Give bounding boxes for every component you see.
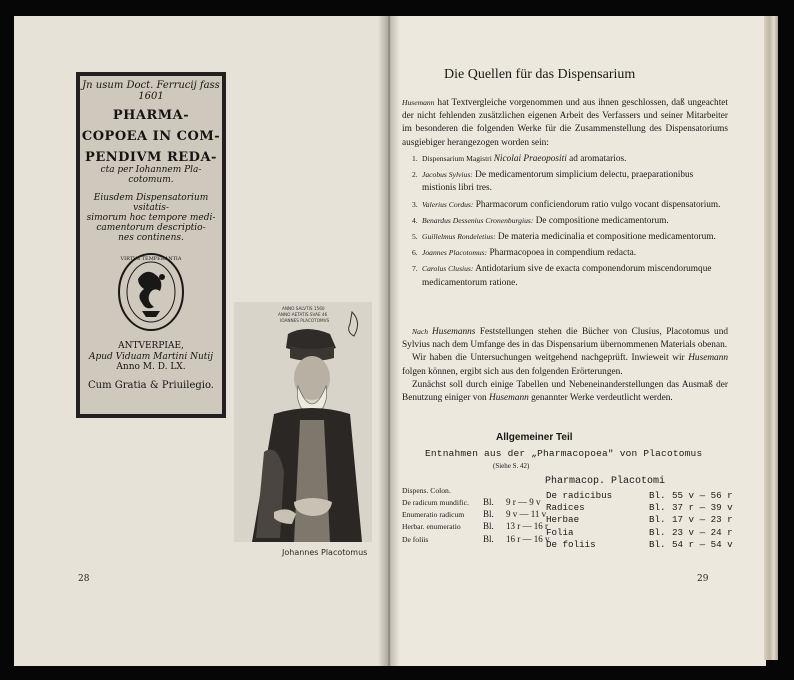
imprint-line: ANTVERPIAE, [118,341,184,351]
list-number: 2. [412,170,418,180]
table-cell: De radicum mundific. [402,498,469,507]
paragraph-text: Nach [412,327,433,336]
table-cell: Bl. [483,521,494,532]
list-item [402,214,728,228]
section-title: Allgemeiner Teil [496,432,573,443]
author-name: Husemann [402,98,435,107]
title-page-facsimile [76,72,226,418]
body-line: camentorum descriptio- [96,223,206,233]
page-heading: Die Quellen für das Dispensarium [444,67,636,82]
table-cell: Bl. [649,538,666,550]
list-number: 4. [412,215,418,225]
portrait-inscription: IOANNES PLACOTOMVS [280,318,330,323]
title-line: COPOEA IN COM- [81,129,221,144]
portrait-inscription: ANNO SALVTIS 1560 [282,306,325,311]
imprint-line: Apud Viduam Martini Nutij [88,352,214,362]
table-cell: Bl. [649,502,666,514]
page-number: 29 [697,574,709,584]
table-cell: 37 r — 39 v [672,502,733,514]
paragraph [402,352,728,378]
body-paragraphs [402,325,728,405]
table-cell: Bl. [649,490,666,501]
emblem-legend: VIRTVS TEMPERANTIA [120,256,182,262]
table-cell: 54 r — 54 v [672,538,733,550]
sources-list [402,152,728,292]
table-cell: 23 v — 24 r [672,526,733,538]
body-line: simorum hoc tempore medi- [86,213,216,223]
list-item [402,168,728,195]
author-name: Husemanns [432,327,476,337]
list-text: De compositione medicamentorum. [533,215,669,226]
table-header-right: Pharmacop. Placotomi [545,476,666,487]
paragraph-text: folgen können, ergibt sich aus den folgenden Erörterungen. [402,366,623,377]
handwritten-inscription: Jn usum Doct. Ferrucij fass 1601 [82,80,220,102]
list-author: Guillelmus Rondeletius: [422,232,496,242]
table-cell: Herbar. enumeratio [402,522,461,532]
table-cell: De radicibus [546,490,613,501]
list-author: Carolus Clusius: [422,264,474,274]
table-cell: Herbae [546,514,580,526]
list-number: 5. [412,232,418,242]
intro-paragraph [402,96,728,150]
table-cell: 55 v — 56 r [672,490,733,501]
portrait-inscription: ANNO AETATIS SVAE 46 [278,312,328,317]
paragraph-text: Zunächst soll durch einige Tabellen und Nebeneinanderstellungen das Ausmaß der Benutzung einiger von [402,379,728,404]
table-cell: 16 r — 16 v [506,533,550,544]
author-name: Husemann [688,353,728,364]
table-header-left: Dispens. Colon. [402,486,451,495]
table-cell: De foliis [402,534,429,544]
privilege-line: Cum Gratia & Priuilegio. [87,380,214,391]
list-text: De medicamentorum simplicium delectu, praeparationibus mistionis libri tres. [422,170,694,194]
table-cell: Enumeratio radicum [402,510,465,520]
list-item [402,262,728,289]
list-item [402,230,728,244]
list-text: De materia medicinalia et compositione medicamentorum. [495,232,716,243]
list-text: Dispensarium Magistri [422,154,494,163]
see-reference: (Siehe S. 42) [493,462,530,470]
table-cell: Bl. [649,526,666,538]
imprint-line: Anno M. D. LX. [116,362,186,372]
source-line: Entnahmen aus der „Pharmacopoea" von Placotomus [425,448,703,459]
paragraph [402,379,728,405]
table-cell: Radices [546,502,585,514]
printer-emblem-icon [116,251,186,333]
list-number: 1. [412,154,418,163]
book-gutter [378,16,400,666]
table-cell: 9 v — 11 v [506,509,547,520]
list-author: Joannes Placotomus: [422,248,488,258]
intro-text: hat Textvergleiche vorgenommen und aus ihnen geschlossen, daß ungeachtet der nicht fehlenden zusätzlichen eigenen Arbeit des Verfassers und seiner Mitarbeiter im besonderen die folgenden Werke für die Zusammenstellung des Dispensatoriums ausgiebiger herangezogen worden sein: [402,98,728,148]
table-cell: 13 r — 16 r [506,521,548,532]
list-text: Pharmacorum conficiendorum ratio vulgo vocant dispensatorium. [473,199,721,210]
table-cell: Bl. [483,509,494,520]
body-line: nes continens. [118,233,184,243]
page-number: 28 [78,574,90,584]
author-name: Husemann [489,393,529,404]
table-cell: De foliis [546,538,596,550]
list-author: Nicolai Praeopositi [493,154,567,164]
list-number: 3. [412,199,418,209]
list-number: 6. [412,248,418,258]
paragraph-text: genannter Werke verdeutlicht werden. [528,393,673,404]
list-text: Pharmacopoea in compendium redacta. [487,248,637,259]
title-line: PHARMA- [112,108,190,123]
list-author: Valerius Cordus: [422,199,474,209]
subtitle-line: cotomum. [128,175,174,185]
list-item [402,198,728,212]
paragraph-text: Feststellungen stehen die Bücher von Clusius, Placotomus und Sylvius nach dem Umfange des in das Dispensarium übernommenen Materials obenan. [402,327,728,351]
title-line: PENDIVM REDA- [85,150,217,165]
table-cell: 17 v — 23 r [672,514,733,526]
table-cell: Bl. [483,533,494,544]
list-text: Antidotarium sive de exacta componendorum miscendorumque medicamentorum ratione. [422,264,712,288]
table-cell: Folia [546,526,574,538]
table-cell: 9 r — 9 v [506,497,541,507]
portrait-engraving [234,302,372,542]
portrait-caption: Johannes Placotomus [282,548,368,557]
list-text: ad aromatarios. [566,154,627,164]
list-item [402,152,728,166]
table-cell: Bl. [649,514,666,526]
list-author: Jacobus Sylvius: [422,170,473,180]
page-edges [764,16,778,660]
body-line: Eiusdem Dispensatorium vsitatis- [93,193,209,213]
subtitle-line: cta per Iohannem Pla- [100,165,202,175]
list-number: 7. [412,264,418,274]
list-item [402,246,728,260]
list-author: Benardus Dessenius Cronenburgius: [422,215,534,225]
paragraph-text: Wir haben die Untersuchungen weitgehend nachgeprüft. Inwieweit wir [412,353,689,364]
table-cell: Bl. [483,497,494,507]
portrait-figure-icon [234,302,372,542]
paragraph [402,325,728,352]
